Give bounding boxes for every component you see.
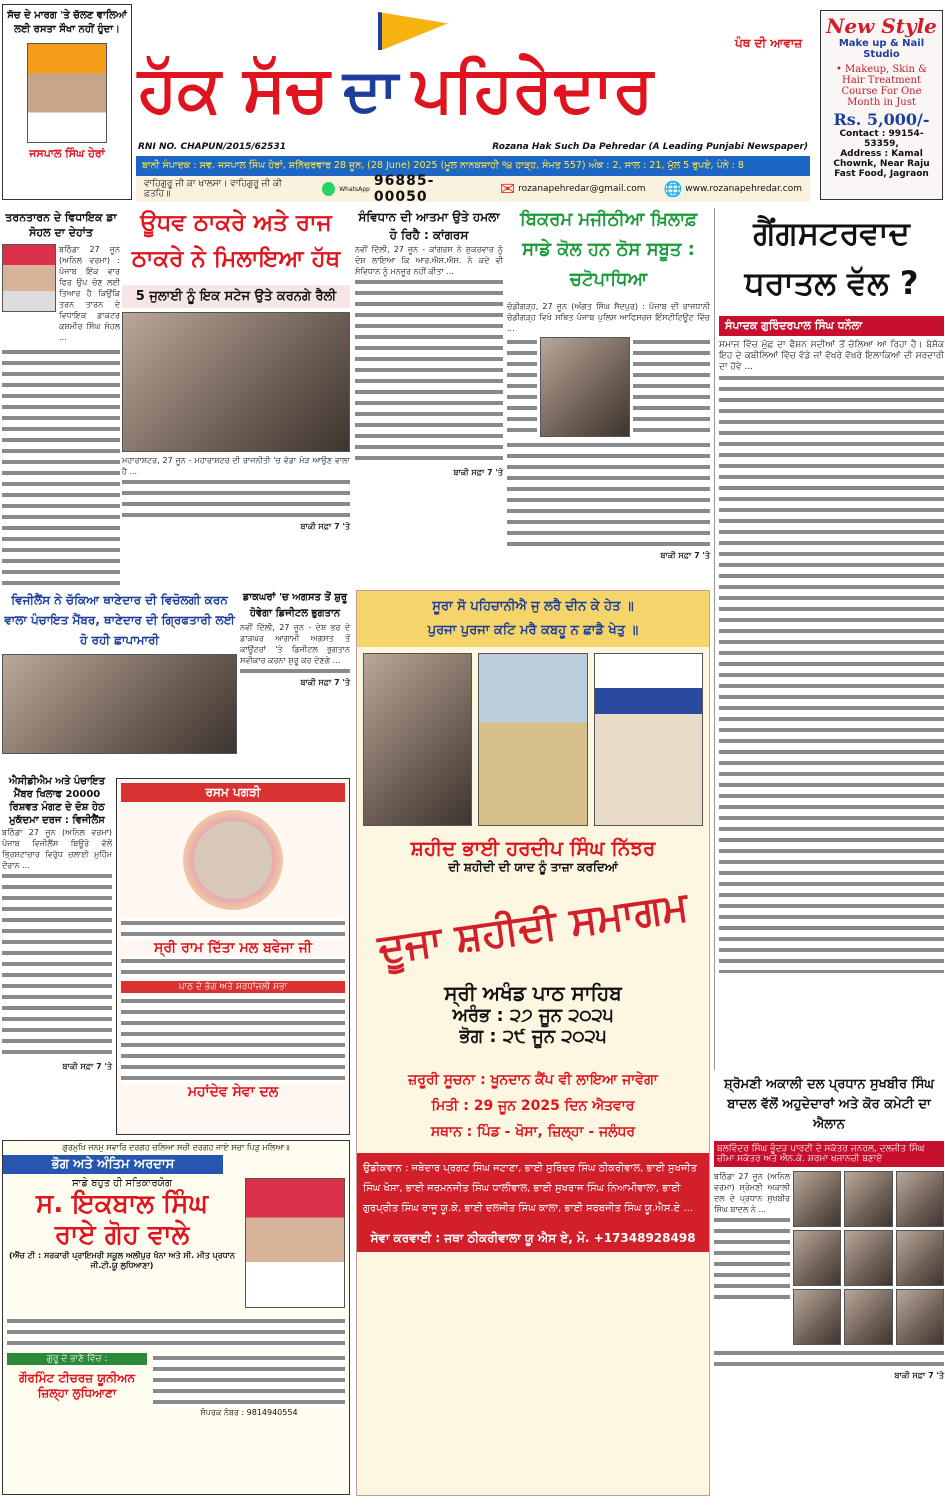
thackeray-photo [122, 312, 350, 452]
body-text: ਬਠਿੰਡਾ 27 ਜੂਨ (ਅਨਿਲ ਵਰਮਾ) ਪੰਜਾਬ ਵਿਜੀਲੈਂਸ ਬਿਊਰੋ ਵੱਲੋਂ ਭ੍ਰਿਸ਼ਟਾਚਾਰ ਵਿਰੁੱਧ ਚਲਾਈ ਮੁਹਿੰਮ ਦੌਰਾਨ ... [2, 828, 112, 870]
founder-quote: ਸੱਚ ਦੇ ਮਾਰਗ 'ਤੇ ਚੱਲਣ ਵਾਲਿਆਂ ਲਈ ਰਸਤਾ ਸੌਖਾ ਨਹੀਂ ਹੁੰਦਾ। [7, 10, 127, 35]
article-majithia [507, 205, 710, 561]
rni-number: RNI NO. CHAPUN/2015/62531 [138, 142, 286, 152]
mail-icon: ✉ [499, 178, 516, 200]
notice: ਜ਼ਰੂਰੀ ਸੂਚਨਾ : ਖੂਨਦਾਨ ਕੈਂਪ ਵੀ ਲਾਇਆ ਜਾਵੇਗਾ [408, 1072, 658, 1088]
ad-title: ਰਸਮ ਪਗੜੀ [121, 783, 345, 802]
event-date: ਮਿਤੀ : 29 ਜੂਨ 2025 ਦਿਨ ਐਤਵਾਰ [431, 1098, 635, 1114]
deceased-name: ਸ੍ਰੀ ਰਾਮ ਦਿੱਤਾ ਮਲ ਬਵੇਜਾ ਜੀ [154, 940, 312, 956]
dateline-bar: ਬਾਨੀ ਸੰਪਾਦਕ : ਸਵ. ਜਸਪਾਲ ਸਿੰਘ ਹੇਰਾਂ, ਸ਼ਨਿੱਚਰਵਾਰ 28 ਜੂਨ, (28 June) 2025 (ਮੂਲ ਨਾਨਕਸ਼ਾਹੀ ੧੪ ਹਾੜ੍ਹ, ਸੰਮਤ 557) ਅੰਕ : 2, ਸਾਲ : 21, ਮੁੱਲ 5 ਰੁਪਏ, ਪੰਨੇ : 8 [136, 156, 810, 176]
bhog-ad [2, 1140, 350, 1495]
martyr-name: ਸ਼ਹੀਦ ਭਾਈ ਹਰਦੀਪ ਸਿੰਘ ਨਿੱਝਰ [410, 836, 656, 860]
headline: ਤਰਨਤਾਰਨ ਦੇ ਵਿਧਾਇਕ ਡਾ ਸੋਹਲ ਦਾ ਦੇਹਾਂਤ [5, 211, 117, 239]
title-part-1: ਹੱਕ ਸੱਚ [138, 53, 329, 127]
whatsapp-label: WhatsApp [339, 185, 370, 193]
path-title: ਸ੍ਰੀ ਅਖੰਡ ਪਾਠ ਸਾਹਿਬ [444, 981, 622, 1005]
article-mla [2, 210, 120, 587]
ad-title: ਭੋਗ ਅਤੇ ਅੰਤਿਮ ਅਰਦਾਸ [3, 1155, 223, 1174]
leader-photo [896, 1230, 944, 1286]
greeting: ਵਾਹਿਗੁਰੂ ਜੀ ਕਾ ਖਾਲਸਾ। ਵਾਹਿਗੁਰੂ ਜੀ ਕੀ ਫ਼ਤਹਿ॥ [144, 179, 282, 199]
event-title: ਦੂਜਾ ਸ਼ਹੀਦੀ ਸਮਾਗਮ [375, 883, 691, 973]
mla-photo [2, 244, 56, 312]
union-name: ਗੌਰਮਿੰਟ ਟੀਚਰਜ਼ ਯੂਨੀਅਨ ਜ਼ਿਲ੍ਹਾ ਲੁਧਿਆਣਾ [19, 1371, 135, 1400]
continued-link[interactable]: ਬਾਕੀ ਸਫ਼ਾ 7 'ਤੇ [894, 1371, 944, 1380]
ad-price: Rs. 5,000/- [833, 110, 930, 129]
leader-photo [896, 1171, 944, 1227]
leader-photo [844, 1230, 892, 1286]
deceased-village: ਰਾਏ ਗੋਹ ਵਾਲੇ [54, 1220, 190, 1250]
deceased-name: ਸ. ਇਕਬਾਲ ਸਿੰਘ [36, 1189, 208, 1219]
ad-intro: ਸਾਡੇ ਬਹੁਤ ਹੀ ਸਤਿਕਾਰਯੋਗ [72, 1178, 172, 1189]
whatsapp-icon [322, 182, 335, 196]
headline: ਸ਼੍ਰੋਮਣੀ ਅਕਾਲੀ ਦਲ ਪ੍ਰਧਾਨ ਸੁਖਬੀਰ ਸਿੰਘ ਬਾਦਲ ਵੱਲੋਂ ਅਹੁਦੇਦਾਰਾਂ ਅਤੇ ਕੋਰ ਕਮੇਟੀ ਦਾ ਐਲਾਨ [723, 1077, 935, 1132]
headline: ਐਸੀਡੀਐਮ ਅਤੇ ਪੰਚਾਇਤ ਮੈਂਬਰ ਖਿਲਾਫ 20000 ਰਿਸ਼ਵਤ ਮੰਗਣ ਦੇ ਦੋਸ਼ ਹੇਠ ਮੁਕੱਦਮਾ ਦਰਜ : ਵਿਜੀਲੈਂਸ [8, 776, 105, 826]
body-text: ਨਵੀਂ ਦਿੱਲੀ, 27 ਜੂਨ - ਕਾਂਗਰਸ ਨੇ ਸ਼ੁਕਰਵਾਰ ਨੂੰ ਦੋਸ਼ ਲਾਇਆ ਕਿ ਆਰ.ਐਸ.ਐਸ. ਨੇ ਕਦੇ ਵੀ ਸੰਵਿਧਾਨ ਨੂੰ ਮਨਜ਼ੂਰ ਨਹੀਂ ਕੀਤਾ ... [355, 245, 503, 276]
sponsor: ਸੇਵਾ ਕਰਵਾਈ : ਜਥਾ ਠੀਕਰੀਵਾਲਾ ਯੂ ਐਸ ਏ, ਮੋ. +17348928498 [357, 1225, 709, 1252]
contact-bar [136, 173, 810, 205]
phone-number: 96885-00050 [373, 173, 435, 205]
title-part-3: ਪਹਿਰੇਦਾਰ [411, 53, 654, 127]
leader-photo [793, 1171, 841, 1227]
contact-number: ਸੰਪਰਕ ਨੰਬਰ : 9814940554 [200, 1408, 298, 1417]
event-place: ਸਥਾਨ : ਪਿੰਡ - ਖੋਸਾ, ਜ਼ਿਲ੍ਹਾ - ਜਲੰਧਰ [430, 1124, 636, 1140]
shaheedi-samagam-ad [356, 590, 710, 1496]
ad-contact: Contact : 99154-53359, [839, 129, 924, 149]
organisation: ਮਹਾਂਦੇਵ ਸੇਵਾ ਦਲ [187, 1084, 279, 1100]
body-text: ਸਮਾਜ ਵਿੱਚ ਮੁੱਛ ਦਾ ਫੈਸ਼ਨ ਸਦੀਆਂ ਤੋਂ ਚੱਲਿਆ ਆ ਰਿਹਾ ਹੈ। ਬੇਸ਼ੱਕ ਇਹ ਦੇ ਕਬੀਲਿਆਂ ਵਿੱਚ ਵੱਡੇ ਜਾਂ ਵੱਖਰੇ ਵੱਖਰੇ ਇਲਾਕਿਆਂ ਦੀ ਸਰਦਾਰੀ ਦਾ ਹੋਵੇ ... [719, 340, 944, 372]
nijjar-photo-2 [594, 653, 703, 826]
ad-line-2: • Makeup, Skin & Hair Treatment Course For One Month in Just [835, 64, 928, 108]
body-text: ਬਠਿੰਡਾ 27 ਜੂਨ (ਅਨਿਲ ਵਰਮਾ) ਸ਼੍ਰੋਮਣੀ ਅਕਾਲੀ ਦਲ ਦੇ ਪ੍ਰਧਾਨ ਸੁਖਬੀਰ ਸਿੰਘ ਬਾਦਲ ਨੇ ... [714, 1172, 790, 1214]
vigilance-photo [2, 654, 237, 754]
headline: ਡਾਕਘਰਾਂ 'ਚ ਅਗਸਤ ਤੋਂ ਸ਼ੁਰੂ ਹੋਵੇਗਾ ਡਿਜੀਟਲ ਭੁਗਤਾਨ [242, 592, 348, 619]
headline: ਗੈਂਗਸਟਰਵਾਦ ਧਰਾਤਲ ਵੱਲ ? [744, 214, 919, 302]
tagline: ਪੰਥ ਦੀ ਆਵਾਜ਼ [735, 36, 803, 50]
leader-photo [793, 1289, 841, 1345]
website-link[interactable]: www.rozanapehredar.com [685, 184, 802, 194]
nijjar-photo-1 [363, 653, 472, 826]
headline: ਊਧਵ ਠਾਕਰੇ ਅਤੇ ਰਾਜ ਠਾਕਰੇ ਨੇ ਮਿਲਾਇਆ ਹੱਥ [131, 210, 341, 272]
chattopadhyaya-photo [540, 337, 630, 437]
end-date: ਭੋਗ : ੨੯ ਜੂਨ ੨੦੨੫ [459, 1026, 607, 1047]
newspaper-title [138, 45, 808, 135]
start-date: ਅਰੰਭ : ੨੭ ਜੂਨ ੨੦੨੫ [452, 1005, 614, 1026]
leader-photo [844, 1289, 892, 1345]
gurdwara-photo [478, 653, 587, 826]
memory-text: ਦੀ ਸ਼ਹੀਦੀ ਦੀ ਯਾਦ ਨੂੰ ਤਾਜ਼ਾ ਕਰਦਿਆਂ [448, 860, 618, 874]
strapline: ਬਲਵਿੰਦਰ ਸਿੰਘ ਭੂੰਦੜ ਪਾਰਟੀ ਦੇ ਸਕੱਤਰ ਜਨਰਲ, ਦਲਜੀਤ ਸਿੰਘ ਚੀਮਾ ਸਕੱਤਰ ਅਤੇ ਐਨ.ਕੇ. ਸ਼ਰਮਾ ਖਜਾਨਚੀ ਬਣਾਏ [714, 1141, 944, 1167]
subheadline: 5 ਜੁਲਾਈ ਨੂੰ ਇਕ ਸਟੇਜ ਉਤੇ ਕਰਨਗੇ ਰੈਲੀ [122, 285, 350, 308]
globe-icon: 🌐 [663, 180, 683, 198]
ad-brand: New Style [826, 14, 937, 38]
ad-strap: ਗੁਰਮੁਖਿ ਜਨਮੁ ਸਵਾਰਿ ਦਰਗਹ ਚਲਿਆ ਸਚੀ ਦਰਗਹ ਜਾਏ ਸਚਾ ਪਿੜੁ ਮਲਿਆ॥ [62, 1143, 290, 1152]
body-text: ਨਵੀਂ ਦਿੱਲੀ, 27 ਜੂਨ - ਦੇਸ਼ ਭਰ ਦੇ ਡਾਕਘਰ ਆਗਾਮੀ ਅਗਸਤ ਤੋਂ ਕਾਊਂਟਰਾਂ 'ਤੇ ਡਿਜੀਟਲ ਭੁਗਤਾਨ ਸਵੀਕਾਰ ਕਰਨਾ ਸ਼ੁਰੂ ਕਰ ਦੇਣਗੇ ... [240, 623, 350, 665]
continued-link[interactable]: ਬਾਕੀ ਸਫ਼ਾ 7 'ਤੇ [660, 551, 710, 560]
leader-photo [896, 1289, 944, 1345]
body-text: ਚੰਡੀਗੜ੍ਹ, 27 ਜੂਨ (ਅੰਗਤ ਸਿੰਘ ਸੈਦਪੁਰ) : ਪੰਜਾਬ ਦੀ ਰਾਜਧਾਨੀ ਚੰਡੀਗੜ੍ਹ ਵਿਖੇ ਸਥਿਤ ਪੰਜਾਬ ਪੁਲਿਸ ਆਫਿਸਰਜ਼ ਇੰਸਟੀਟਿਊਟ ਵਿੱਚ ... [507, 302, 710, 333]
verse-line-1: ਸੂਰਾ ਸੋ ਪਹਿਚਾਨੀਐ ਜੁ ਲਰੈ ਦੀਨ ਕੇ ਹੇਤ ॥ [432, 599, 634, 614]
continued-link[interactable]: ਬਾਕੀ ਸਫ਼ਾ 7 'ਤੇ [300, 522, 350, 531]
editorial [714, 208, 944, 1070]
continued-link[interactable]: ਬਾਕੀ ਸਫ਼ਾ 7 'ਤੇ [453, 468, 503, 477]
headline: ਸੰਵਿਧਾਨ ਦੀ ਆਤਮਾ ਉਤੇ ਹਮਲਾ ਹੋ ਰਿਹੈ : ਕਾਂਗਰਸ [358, 210, 500, 242]
article-sdm [2, 775, 112, 1072]
article-vigilance [2, 590, 237, 754]
portrait-photo [183, 810, 283, 910]
ad-line-1: Make up & Nail Studio [838, 38, 925, 60]
byline: ਸੰਪਾਦਕ ਗੁਰਿੰਦਰਪਾਲ ਸਿੰਘ ਧਨੌਲਾ [719, 316, 944, 336]
headline: ਵਿਜੀਲੈਂਸ ਨੇ ਚੱਕਿਆ ਥਾਣੇਦਾਰ ਦੀ ਵਿਚੋਲਗੀ ਕਰਨ ਵਾਲਾ ਪੰਚਾਇਤ ਮੈਂਬਰ, ਥਾਣੇਦਾਰ ਦੀ ਗ੍ਰਿਫਤਾਰੀ ਲਈ ਹੋ ਰਹੀ ਛਾਪਾਮਾਰੀ [4, 593, 235, 647]
rasam-pagri-ad [116, 778, 350, 1135]
mourners-label: ਗੁਰੂ ਦੇ ਭਾਣੇ ਵਿੱਚ : [7, 1353, 147, 1365]
article-congress [355, 208, 503, 478]
title-part-2: ਦਾ [343, 56, 398, 124]
headline: ਬਿਕਰਮ ਮਜੀਠੀਆ ਖ਼ਿਲਾਫ਼ ਸਾਡੇ ਕੋਲ ਹਨ ਠੋਸ ਸਬੂਤ : ਚਟੋਪਾਧਿਆ [519, 209, 698, 290]
article-postal [240, 590, 350, 688]
founder-photo [27, 43, 107, 143]
ceremony-label: ਪਾਠ ਦੇ ਭੋਗ ਅਤੇ ਸ਼ਰਧਾਂਜਲੀ ਸਭਾ [121, 981, 345, 993]
deceased-photo [245, 1178, 345, 1308]
body-text: ਮਹਾਰਾਸ਼ਟਰ, 27 ਜੂਨ - ਮਹਾਰਾਸ਼ਟਰ ਦੀ ਰਾਜਨੀਤੀ 'ਚ ਵੱਡਾ ਮੋੜ ਆਉਣ ਵਾਲਾ ਹੈ ... [122, 456, 350, 476]
article-akali [714, 1075, 944, 1381]
ad-description: (ਐੱਚ ਟੀ : ਸਰਕਾਰੀ ਪ੍ਰਾਇਮਰੀ ਸਕੂਲ ਅਲੀਪੁਰ ਖੰਨਾ ਅਤੇ ਸੀ. ਮੀਤ ਪ੍ਰਧਾਨ ਜੀ.ਟੀ.ਯੂ ਲੁਧਿਆਣਾ) [8, 1251, 236, 1270]
leader-photo [844, 1171, 892, 1227]
founder-name: ਜਸਪਾਲ ਸਿੰਘ ਹੇਰਾਂ [29, 147, 105, 160]
organisers: ਉਡੀਕਵਾਨ : ਜਥੇਦਾਰ ਪ੍ਰਗਟ ਸਿੰਘ ਜਟਾਣਾ, ਭਾਈ ਸੁਰਿੰਦਰ ਸਿੰਘ ਠੀਕਰੀਵਾਲ, ਭਾਈ ਸੁਖਜੀਤ ਸਿੰਘ ਖੋਸਾ, ਭਾਈ ਜਰਮਨਜੀਤ ਸਿੰਘ ਧਾਲੀਵਾਲ, ਭਾਈ ਸੁਖਰਾਜ ਸਿੰਘ ਨਿਆਮੀਵਾਲਾ, ਭਾਈ ਗੁਰਪ੍ਰੀਤ ਸਿੰਘ ਰਾਜੂ ਯੂ.ਕੇ, ਭਾਈ ਦਲਜੀਤ ਸਿੰਘ ਕਾਲਾ, ਭਾਈ ਸਰਬਜੀਤ ਸਿੰਘ ਯੂ.ਐਸ.ਏ ... [357, 1153, 709, 1225]
email-link[interactable]: rozanapehredar@gmail.com [518, 184, 646, 194]
continued-link[interactable]: ਬਾਕੀ ਸਫ਼ਾ 7 'ਤੇ [62, 1062, 112, 1071]
continued-link[interactable]: ਬਾਕੀ ਸਫ਼ਾ 7 'ਤੇ [300, 678, 350, 687]
leader-photo [793, 1230, 841, 1286]
ad-address: Address : Kamal Chownk, Near Raju Fast Food, Jagraon [833, 149, 930, 179]
body-text: ਬਠਿੰਡਾ 27 ਜੂਨ (ਅਨਿਲ ਵਰਮਾ) : ਪੰਜਾਬ ਇੱਕ ਵਾਰ ਫਿਰ ਉਪ ਚੋਣ ਲਈ ਤਿਆਰ ਹੈ ਕਿਉਂਕਿ ਤਰਨ ਤਾਰਨ ਦੇ ਵਿਧਾਇਕ ਡਾਕਟਰ ਕਸ਼ਮੀਰ ਸਿੰਘ ਸੋਹਲ ... [59, 245, 120, 342]
verse-line-2: ਪੁਰਜਾ ਪੁਰਜਾ ਕਟਿ ਮਰੈ ਕਬਹੂ ਨ ਛਾਡੈ ਖੇਤੁ ॥ [427, 623, 639, 638]
article-thackeray [122, 205, 350, 532]
founder-box [2, 4, 132, 200]
english-name: Rozana Hak Such Da Pehredar (A Leading Punjabi Newspaper) [492, 142, 808, 152]
makeup-studio-ad [820, 10, 943, 200]
